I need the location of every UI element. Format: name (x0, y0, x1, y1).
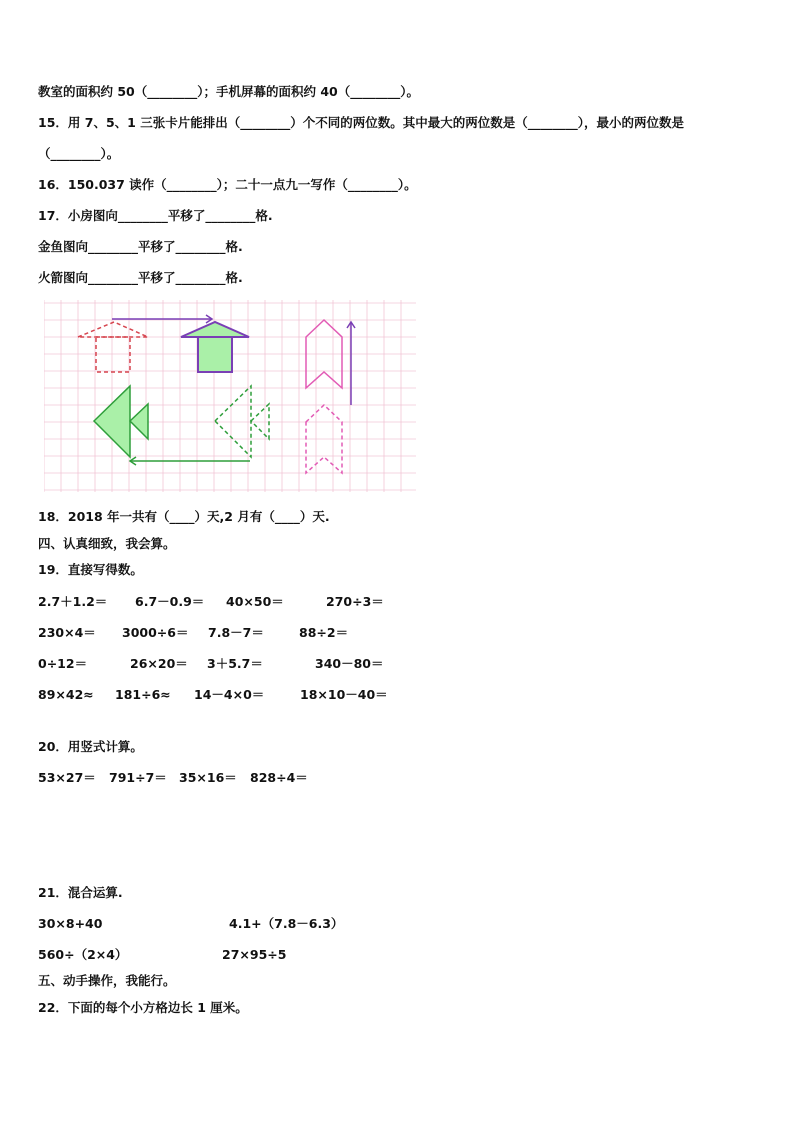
q19-item: 14－4×0＝ (194, 687, 265, 702)
q20-item: 791÷7＝ (109, 770, 167, 785)
house-ghost (78, 322, 148, 372)
q21-item: 30×8+40 (38, 916, 103, 931)
line-area-estimate: 教室的面积约 50（________）；手机屏幕的面积约 40（________）。 (38, 84, 419, 99)
house-ghost-body (96, 337, 130, 372)
q20-item: 35×16＝ (179, 770, 237, 785)
q19-item: 181÷6≈ (115, 687, 171, 702)
q19-item: 3000÷6＝ (122, 625, 189, 640)
question-18: 18．2018 年一共有（____）天,2 月有（____）天. (38, 509, 330, 524)
fish-tail (130, 404, 148, 439)
house-roof (181, 322, 249, 337)
fish-ghost-body (215, 386, 251, 457)
q21-item: 27×95÷5 (222, 947, 287, 962)
q19-item: 26×20＝ (130, 656, 188, 671)
q19-item: 270÷3＝ (326, 594, 384, 609)
question-16: 16．150.037 读作（________）；二十一点九一写作（________）。 (38, 177, 417, 192)
q21-item: 4.1+（7.8－6.3） (229, 916, 344, 931)
q19-item: 0÷12＝ (38, 656, 88, 671)
q19-item: 2.7＋1.2＝ (38, 594, 108, 609)
section-5-heading: 五、动手操作，我能行。 (38, 973, 176, 988)
q19-item: 340－80＝ (315, 656, 384, 671)
fish-ghost (215, 386, 269, 457)
q20-item: 828÷4＝ (250, 770, 308, 785)
q21-item: 560÷（2×4） (38, 947, 128, 962)
question-15-line1: 15．用 7、5、1 三张卡片能排出（________）个不同的两位数。其中最大的两位数是（________），最小的两位数是 (38, 115, 684, 130)
q19-item: 40×50＝ (226, 594, 284, 609)
house-body (198, 337, 232, 372)
question-17-rocket: 火箭图向________平移了________格. (38, 270, 243, 285)
q19-item: 18×10－40＝ (300, 687, 388, 702)
question-20: 20．用竖式计算。 (38, 739, 143, 754)
fish-solid (94, 386, 148, 457)
q19-item: 6.7－0.9＝ (135, 594, 205, 609)
question-17-fish: 金鱼图向________平移了________格. (38, 239, 243, 254)
q19-item: 230×4＝ (38, 625, 96, 640)
house-ghost-roof (78, 322, 148, 337)
question-22: 22．下面的每个小方格边长 1 厘米。 (38, 1000, 248, 1015)
q19-item: 7.8－7＝ (208, 625, 264, 640)
question-21: 21．混合运算. (38, 885, 123, 900)
question-17-house: 17．小房图向________平移了________格. (38, 208, 273, 223)
q19-item: 88÷2＝ (299, 625, 349, 640)
section-4-heading: 四、认真细致，我会算。 (38, 536, 176, 551)
q19-item: 89×42≈ (38, 687, 94, 702)
q19-item: 3＋5.7＝ (207, 656, 263, 671)
rocket-arrow (347, 322, 355, 405)
fish-arrow (130, 457, 250, 465)
fish-ghost-tail (251, 404, 269, 439)
question-19: 19．直接写得数。 (38, 562, 143, 577)
q20-item: 53×27＝ (38, 770, 96, 785)
house-solid (181, 322, 249, 372)
question-15-line2: （________）。 (38, 146, 120, 161)
translation-grid-figure (44, 300, 416, 492)
